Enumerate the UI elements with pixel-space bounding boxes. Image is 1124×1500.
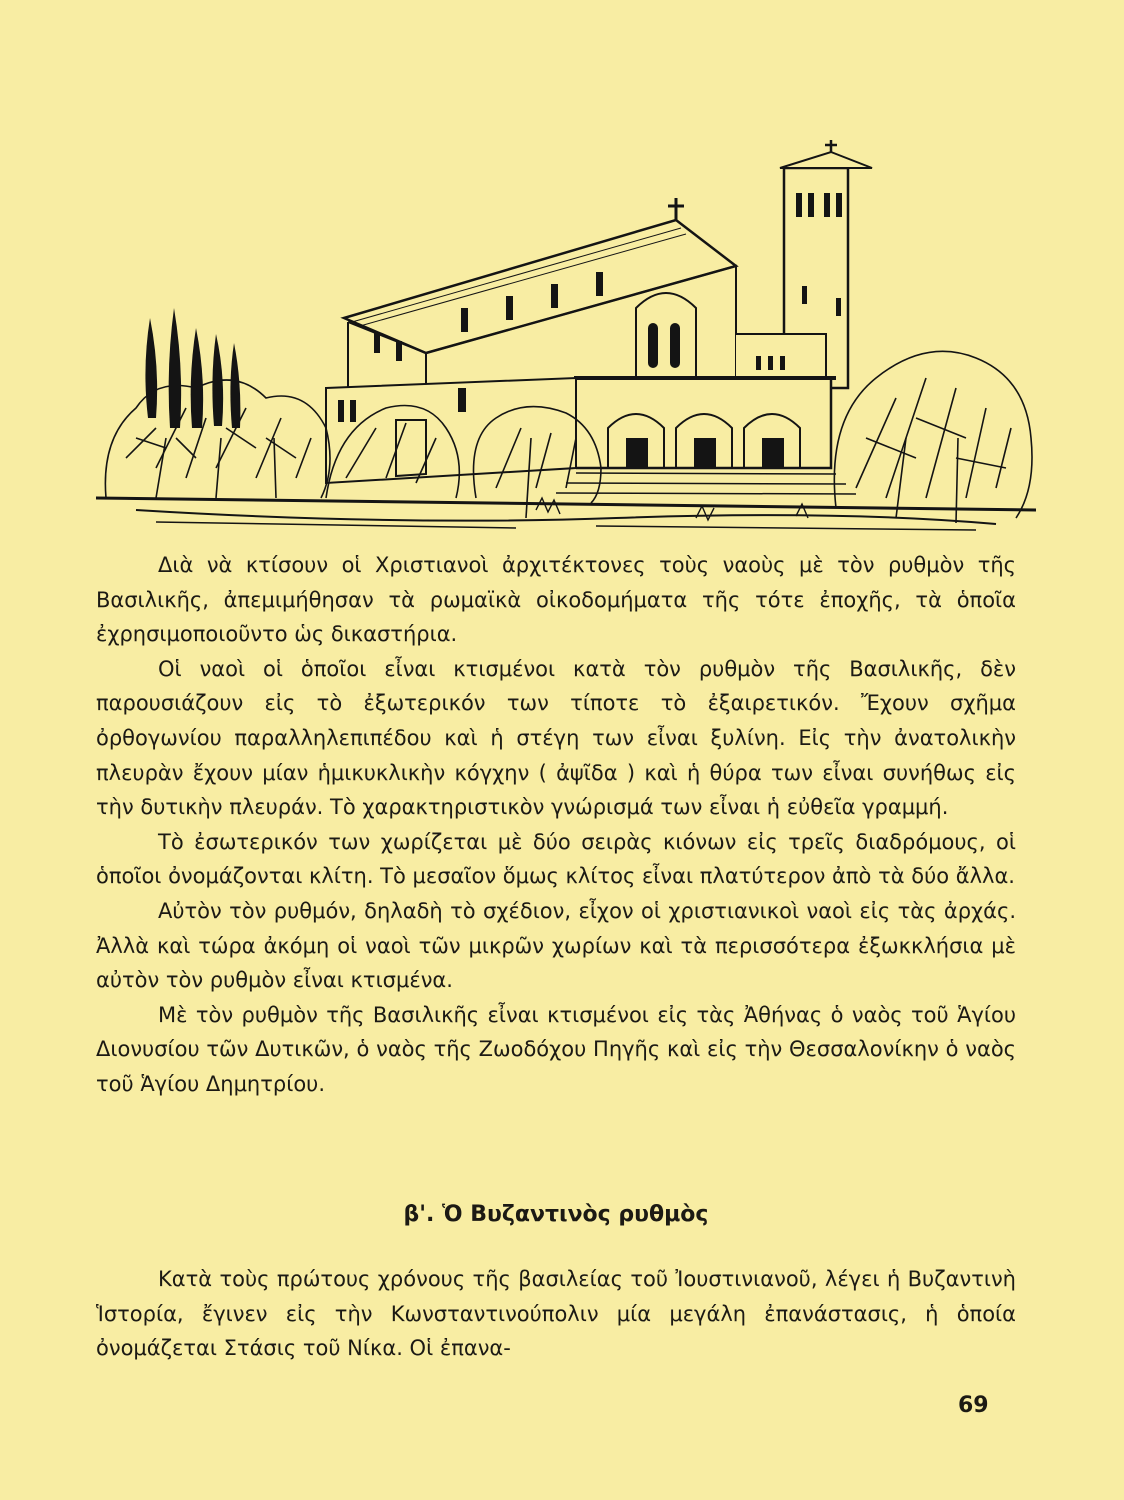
body-text-continued — [96, 1262, 1016, 1366]
paragraph-4: Αὐτὸν τὸν ρυθμόν, δηλαδὴ τὸ σχέδιον, εἶχον οἱ χριστιανικοὶ ναοὶ εἰς τὰς ἀρχάς. Ἀλλὰ καὶ τώρα ἀκόμη οἱ ναοὶ τῶν μικρῶν χωρίων καὶ τὰ περισσότερα ἐξωκκλήσια μὲ αὐτὸν τὸν ρυθμὸν εἶναι κτισμένα. — [96, 898, 1016, 993]
page-number: 69 — [958, 1393, 989, 1418]
basilica-illustration — [96, 138, 1036, 533]
paragraph-5: Μὲ τὸν ρυθμὸν τῆς Βασιλικῆς εἶναι κτισμένοι εἰς τὰς Ἀθήνας ὁ ναὸς τοῦ Ἁγίου Διονυσίου τῶν Δυτικῶν, ὁ ναὸς τῆς Ζωοδόχου Πηγῆς καὶ εἰς τὴν Θεσσαλονίκην ὁ ναὸς τοῦ Ἁγίου Δημητρίου. — [96, 1002, 1016, 1096]
paragraph-2: Οἱ ναοὶ οἱ ὁποῖοι εἶναι κτισμένοι κατὰ τὸν ρυθμὸν τῆς Βασιλικῆς, δὲν παρουσιάζουν εἰς τὸ ἐξωτερικόν των τίποτε τὸ ἐξαιρετικόν. Ἔχουν σχῆμα ὀρθογωνίου παραλληλεπιπέδου καὶ ἡ στέγη των εἶναι ξυλίνη. Εἰς τὴν ἀνατολικὴν πλευρὰν ἔχουν μίαν ἡμικυκλικὴν κόγχην ( ἀψῖδα ) καὶ ἡ θύρα των εἶναι συνήθως εἰς τὴν δυτικὴν πλευράν. Τὸ χαρακτηριστικὸν γνώρισμά των εἶναι ἡ εὐθεῖα γραμμή. — [96, 656, 1016, 820]
paragraph-3: Τὸ ἐσωτερικόν των χωρίζεται μὲ δύο σειρὰς κιόνων εἰς τρεῖς διαδρόμους, οἱ ὁποῖοι ὀνομάζονται κλίτη. Τὸ μεσαῖον ὅμως κλίτος εἶναι πλατύτερον ἀπὸ τὰ δύο ἄλλα. — [96, 829, 1016, 889]
paragraph-1: Διὰ νὰ κτίσουν οἱ Χριστιανοὶ ἀρχιτέκτονες τοὺς ναοὺς μὲ τὸν ρυθμὸν τῆς Βασιλικῆς, ἀπεμιμήθησαν τὰ ρωμαϊκὰ οἰκοδομήματα τῆς τότε ἐποχῆς, τὰ ὁποῖα ἐχρησιμοποιοῦντο ὡς δικαστήρια. — [96, 553, 1016, 647]
paragraph-6: Κατὰ τοὺς πρώτους χρόνους τῆς βασιλείας τοῦ Ἰουστινιανοῦ, λέγει ἡ Βυζαντινὴ Ἱστορία, ἔγινεν εἰς τὴν Κωνσταντινούπολιν μία μεγάλη ἐπανάστασις, ἡ ὁποία ὀνομάζεται Στάσις τοῦ Νίκα. Οἱ ἐπανα- — [96, 1267, 1016, 1361]
section-heading: β'. Ὁ Βυζαντινὸς ρυθμὸς — [403, 1202, 709, 1227]
body-text — [96, 548, 1016, 1102]
